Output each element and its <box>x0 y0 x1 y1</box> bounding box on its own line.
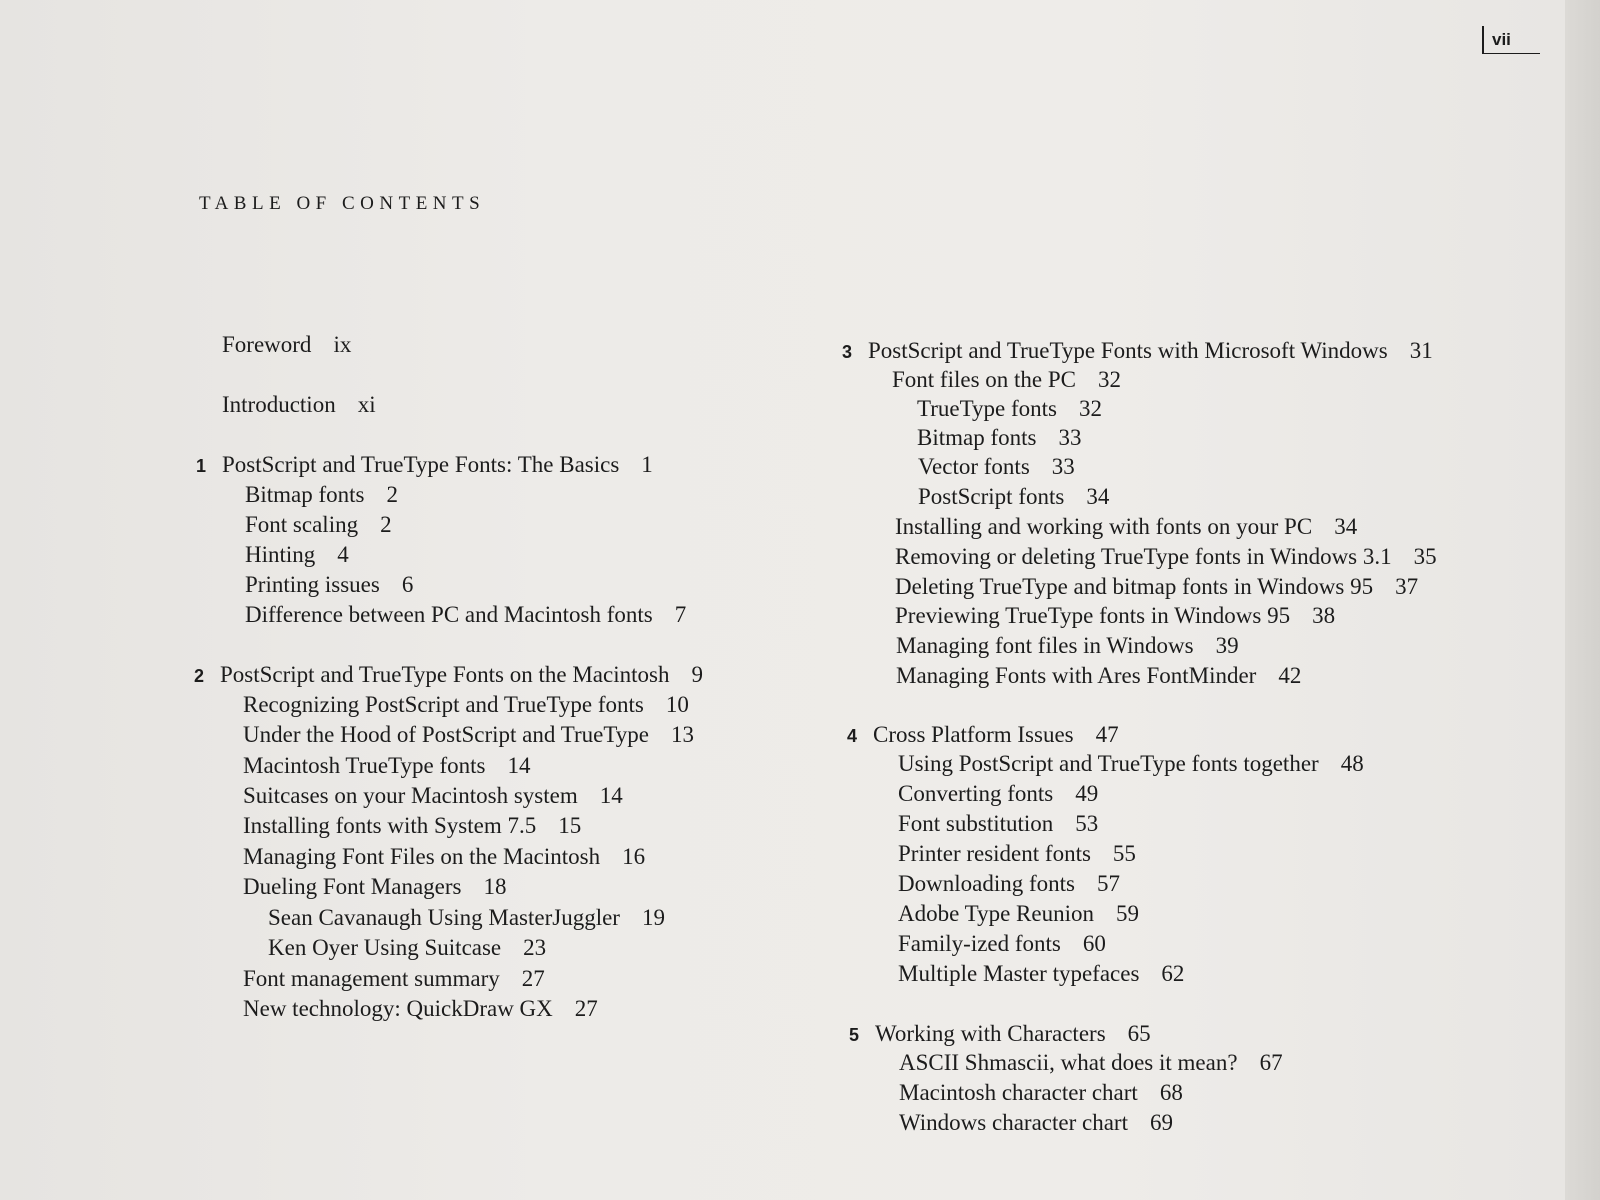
toc-heading: TABLE OF CONTENTS <box>199 193 486 214</box>
toc-chapter-1 <box>196 452 653 477</box>
entry-page: 18 <box>483 874 507 899</box>
entry-title: Dueling Font Managers <box>243 874 462 899</box>
entry-page: 57 <box>1096 871 1120 896</box>
toc-entry <box>899 1111 1173 1134</box>
toc-entry <box>898 902 1139 925</box>
entry-page: 31 <box>1409 338 1433 363</box>
chapter-number: 4 <box>847 726 858 746</box>
entry-page: 62 <box>1161 961 1185 986</box>
entry-title: TrueType fonts <box>917 396 1058 421</box>
toc-entry <box>245 603 686 626</box>
entry-page: 27 <box>521 966 545 991</box>
entry-title: Working with Characters <box>875 1021 1106 1046</box>
entry-title: Managing Font Files on the Macintosh <box>243 844 601 869</box>
entry-page: 48 <box>1340 751 1364 776</box>
entry-title: PostScript fonts <box>918 484 1065 509</box>
toc-entry <box>892 368 1121 391</box>
entry-page: 65 <box>1127 1021 1151 1046</box>
entry-title: PostScript and TrueType Fonts on the Macintosh <box>220 662 670 687</box>
entry-title: Printer resident fonts <box>898 841 1091 866</box>
entry-page: 35 <box>1413 544 1437 569</box>
entry-page: 13 <box>670 722 694 747</box>
entry-title: Multiple Master typefaces <box>898 961 1140 986</box>
toc-entry <box>243 845 645 868</box>
entry-page: 59 <box>1116 901 1139 926</box>
toc-entry <box>898 752 1364 775</box>
chapter-number: 1 <box>196 456 207 476</box>
entry-title: Bitmap fonts <box>917 425 1037 450</box>
entry-page: 14 <box>507 753 531 778</box>
entry-title: Removing or deleting TrueType fonts in Windows 3.1 <box>895 544 1392 569</box>
toc-chapter-3 <box>842 338 1433 363</box>
toc-entry <box>243 754 530 777</box>
entry-page: 55 <box>1112 841 1136 866</box>
entry-page: 9 <box>691 662 703 687</box>
toc-entry-foreword <box>222 333 351 356</box>
toc-entry <box>268 906 665 929</box>
page-edge <box>1565 0 1600 1200</box>
entry-page: 27 <box>574 996 598 1021</box>
entry-title: Introduction <box>222 392 336 417</box>
entry-page: 49 <box>1075 781 1099 806</box>
entry-title: Font management summary <box>243 966 500 991</box>
entry-page: 2 <box>386 482 398 507</box>
entry-title: Printing issues <box>245 572 380 597</box>
entry-title: Adobe Type Reunion <box>898 901 1094 926</box>
entry-page: 19 <box>641 905 665 930</box>
entry-page: 38 <box>1312 603 1336 628</box>
toc-entry <box>898 932 1106 955</box>
entry-title: Ken Oyer Using Suitcase <box>268 935 502 960</box>
toc-chapter-4 <box>847 722 1119 747</box>
toc-entry <box>895 604 1335 627</box>
entry-page: 47 <box>1095 722 1119 747</box>
entry-title: Installing fonts with System 7.5 <box>243 813 537 838</box>
entry-title: Hinting <box>245 542 316 567</box>
entry-page: 23 <box>523 935 547 960</box>
toc-entry <box>896 634 1239 657</box>
toc-entry <box>895 515 1357 538</box>
entry-title: Macintosh character chart <box>899 1080 1138 1105</box>
entry-title: Converting fonts <box>898 781 1054 806</box>
toc-entry <box>245 573 413 596</box>
entry-page: 14 <box>599 783 623 808</box>
toc-entry <box>245 483 398 506</box>
chapter-number: 2 <box>194 666 205 686</box>
toc-entry <box>898 872 1120 895</box>
entry-page: 32 <box>1079 396 1103 421</box>
toc-entry <box>896 664 1301 687</box>
entry-title: Font files on the PC <box>892 367 1077 392</box>
entry-page: 69 <box>1149 1110 1173 1135</box>
entry-page: 34 <box>1086 484 1110 509</box>
entry-page: 16 <box>622 844 646 869</box>
toc-entry <box>899 1051 1283 1074</box>
entry-title: Windows character chart <box>899 1110 1128 1135</box>
entry-title: Vector fonts <box>918 454 1030 479</box>
entry-title: Family-ized fonts <box>898 931 1061 956</box>
entry-page: 42 <box>1278 663 1302 688</box>
toc-entry <box>895 575 1418 598</box>
entry-page: 32 <box>1098 367 1122 392</box>
entry-title: Recognizing PostScript and TrueType fonts <box>243 692 644 717</box>
entry-page: 15 <box>558 813 582 838</box>
toc-entry <box>898 782 1098 805</box>
toc-entry <box>243 997 598 1020</box>
entry-page: 37 <box>1395 574 1419 599</box>
entry-title: Installing and working with fonts on your PC <box>895 514 1313 539</box>
entry-title: New technology: QuickDraw GX <box>243 996 553 1021</box>
entry-title: Suitcases on your Macintosh system <box>243 783 578 808</box>
entry-title: PostScript and TrueType Fonts with Microsoft Windows <box>868 338 1388 363</box>
entry-page: 1 <box>641 452 653 477</box>
toc-entry <box>917 426 1081 449</box>
entry-page: 67 <box>1259 1050 1283 1075</box>
toc-entry <box>918 455 1075 478</box>
entry-page: 34 <box>1334 514 1358 539</box>
toc-entry <box>918 485 1109 508</box>
toc-entry <box>917 397 1102 420</box>
entry-page: 2 <box>380 512 392 537</box>
entry-page: 33 <box>1058 425 1082 450</box>
entry-title: Deleting TrueType and bitmap fonts in Windows 95 <box>895 574 1374 599</box>
entry-title: Sean Cavanaugh Using MasterJuggler <box>268 905 620 930</box>
toc-entry <box>245 513 392 536</box>
toc-entry-introduction <box>222 393 376 416</box>
entry-title: Cross Platform Issues <box>873 722 1074 747</box>
entry-page: 39 <box>1215 633 1239 658</box>
entry-page: ix <box>333 332 352 357</box>
entry-title: Bitmap fonts <box>245 482 365 507</box>
entry-page: 68 <box>1159 1080 1183 1105</box>
entry-title: ASCII Shmascii, what does it mean? <box>899 1050 1238 1075</box>
toc-entry <box>243 875 506 898</box>
toc-entry <box>243 693 689 716</box>
toc-entry <box>895 545 1437 568</box>
entry-title: Using PostScript and TrueType fonts together <box>898 751 1319 776</box>
entry-page: 60 <box>1082 931 1106 956</box>
entry-page: 6 <box>401 572 414 597</box>
toc-entry <box>898 812 1098 835</box>
entry-title: Managing font files in Windows <box>896 633 1194 658</box>
entry-title: PostScript and TrueType Fonts: The Basics <box>222 452 620 477</box>
chapter-number: 3 <box>842 342 853 362</box>
entry-title: Macintosh TrueType fonts <box>243 753 486 778</box>
entry-title: Managing Fonts with Ares FontMinder <box>896 663 1257 688</box>
entry-page: 33 <box>1051 454 1075 479</box>
toc-entry <box>898 962 1184 985</box>
entry-title: Downloading fonts <box>898 871 1075 896</box>
entry-page: 7 <box>674 602 687 627</box>
toc-entry <box>899 1081 1183 1104</box>
toc-entry <box>243 784 623 807</box>
toc-entry <box>243 814 581 837</box>
entry-page: 10 <box>665 692 689 717</box>
toc-entry <box>243 967 545 990</box>
entry-page: 4 <box>337 542 349 567</box>
toc-chapter-5 <box>849 1021 1151 1046</box>
toc-entry <box>898 842 1136 865</box>
page-number: vii <box>1482 26 1540 54</box>
toc-entry <box>245 543 349 566</box>
entry-page: 53 <box>1075 811 1099 836</box>
entry-title: Font substitution <box>898 811 1054 836</box>
toc-entry <box>268 936 546 959</box>
entry-title: Difference between PC and Macintosh fonts <box>245 602 653 627</box>
toc-chapter-2 <box>194 662 703 687</box>
chapter-number: 5 <box>849 1025 860 1045</box>
entry-title: Previewing TrueType fonts in Windows 95 <box>895 603 1291 628</box>
toc-entry <box>243 723 694 746</box>
entry-title: Under the Hood of PostScript and TrueType <box>243 722 649 747</box>
entry-title: Font scaling <box>245 512 359 537</box>
entry-page: xi <box>357 392 376 417</box>
entry-title: Foreword <box>222 332 312 357</box>
